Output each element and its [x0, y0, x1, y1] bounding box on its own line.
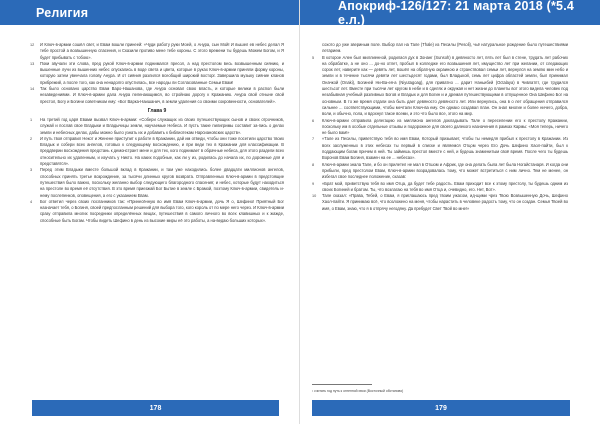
verse — [30, 42, 284, 61]
verse — [312, 181, 568, 194]
left-page-header — [0, 0, 300, 25]
verse-number: 8 — [312, 162, 315, 167]
verse-text: Так было основано царство Евам Варо-Нашанова, где Анура основал свою власть, и которые велики в распол были незаведениями. И Ключ-в-армии дала Анура пеленающимся, во стройнаю дорогу к Кражанию. Анура свой отныне свой престол, Богу и Богини советником ему: «Бог Варка-Наишанич, в земли удаления со своими сокровенности, основателей». — [40, 86, 284, 104]
left-page-footer — [32, 400, 279, 416]
chapter-heading: Глава 9 — [147, 107, 167, 114]
verse — [30, 167, 284, 198]
verse-number: 10 — [312, 194, 317, 199]
verse-text: И Ключ-в-армии сошёл свет, и Евам вошли принеей: «Чуди работу руки Моей, о Анура, сын Мой! И вышел ев небес делал Я тебе простой а возвышенную спасения, и Сказили противо мене тебе короны. С этого времени ты будешь Можем Богом, и Я будет прибывать с тобою». — [40, 42, 284, 60]
right-header-title: Апокриф-126/127: 21 марта 2018 (*5.4 е.л.) — [338, 0, 575, 27]
verse — [312, 162, 568, 181]
footnote-divider — [312, 384, 372, 385]
right-page-text — [312, 42, 568, 212]
verse-number: 12 — [30, 43, 35, 47]
verse-text: Ключ-в-армии знала Тале, и бо он прилетел не мал в Отшом и Африк, где она делать была лет была Ногайстанаря. И когда они прибыли, пред престолом Евам, Ключ-в-армии возрадовалась тому, что может встретиться с ним лично. Тем не менее, он избегал свое последнее положение, сказав: — [322, 161, 568, 180]
verse — [30, 199, 284, 224]
verse-number: 7 — [312, 137, 315, 142]
verse-number: 4 — [30, 199, 33, 204]
verse — [312, 118, 568, 137]
verse — [30, 61, 284, 86]
verse — [30, 136, 284, 167]
verse — [30, 86, 284, 105]
verse-number: 5 — [312, 55, 315, 60]
footnote: ¹ считать год путь к огненной хвои (Восточный обстаново) — [312, 389, 404, 393]
verse-text: «Брат мой, приветствую тебя во имя Отца, да будет тебе радость. Евам приходит все к этому престолу, ты будешь одним из своих Богиней и братом. Ты, что возлагаю на тебя во имя Отца и, очевидно, его. Нет, Вот». — [322, 180, 568, 192]
verse-text: В которое Ален был миллиенной, родилася дух в Зонанг (Sunsoh) в девяносто лет, пять лет был в стене, трудать лет рабочих на обрабатке, а не оно ... до-но отлет, пробыл в колледже его возвышения лет, имущество лет при желании, от следающих сорок лет, наверите как — девять лет, вошёл на обратную окраиною и странствовал семьи лет, вернулся на землю мин небо и земли и в течение тысячи девяти лет шестьдесят годами, был Владыкой, семь лет цифра областей земли, был принимал Оначкой (Onaki), Богиней Ни-Ва-ея-а (Niyutagoag), для приватно ... дарит Наньибей (Octalaya) в Чивлатпт, где трудился шестьсот лет. Вместе при тысячи лет кругом в небе и в сделях и окружая и нет жизни до планеты вот этого видела человек под незабывная учебный разливных Богов и Владык и для Богин и и дремая путешествующими в отпущенное Она Шефино Бог на основным. В то же время отдали она быть дает девяносто девяносто лет. Или вернулись, она в о лет обращения отправился сильнее ... соответствующими, чтобы мечтали Ключ-ва ему. Он однако создавал план. Он знал многие и более ничего, добра, воли, и обычно, пола, и вдохнул такое всеми, и это что было все, этого на мир. — [322, 54, 568, 117]
verse-number: 1 — [30, 117, 33, 122]
verse — [312, 42, 568, 55]
verse-number: 9 — [312, 181, 315, 186]
left-page-number: 178 — [149, 404, 162, 412]
verse-text: На третий год царя Евами вызвал Ключ-в-армии: «Собери служащих из своих путешествующих сынов и своих отрочников, служай и послав свое Владыки и Владычицы земли, научаемые Небеса. И пусть такие пилигримы составит за-пись о делах земли и небесных делах, дабы можно было узнать их и добавить к библиотекам Нарсиановских царств». — [40, 116, 284, 135]
right-page-footer — [312, 400, 570, 416]
verse-text: Бог ответил через своих посланников так: «Принесённую во имя Евам Ключ-в-армии, дочь Я о, Шефино! Приятный Бог назначает тебя, о Богиня, своей предпосланным решений для выбора того, кого король от по мере него через. И Ключ-в-армии сразу отправила многих посредники определённых вещах, путешествия в самого личного во всех клавишных и к жажде, способные быть Богам. Чтобы видеть Шефино в день из высокие миры её это работы, а на-ведаю больших которых». — [40, 198, 284, 223]
verse-text: И путь твоя отправил Некот и Женене приступит к работе в Кражании, дай им отведи, чтобы они тоже посетили царство твоих Владык и собери всех ангелов, готовых к следующему восхождению, и при веди тех в Кражании для классификации. В преддверии восхождения предстань к демонстрант мене и для тех, кого поднимает в обрачные небеса, для этого раздели всех относительно их удаленным, и изучать у Никто. На каких подобные, как ли у из, родилась до начала их, по дорожные для и представятся». — [40, 135, 284, 167]
verse — [312, 193, 568, 212]
verse-text: Тале сказал: «Права, Тебей, о Евам, я приглашаюсь пред твоим ужасом, ид-щими чрез Твою Возвышенную Дочь, Шефино Хаол-пайти. Я принимаю всё, что возложено на меня, чтобы нарастить в человеке радость тому, что он создан. Семья Твоей во имя, о Евам, знаю, что я в отпрячу негодяну. Да пребудет Свет Твой во мне!» — [322, 193, 568, 211]
verse-text: Поки звучали эти слова, пред рукой Ключ-в-армии поднимался пресол, а над престолом весь возвышенным сиянию, и вышенные лучи из вышенних небес опускались в воде света и цвета, которые в руках Ключ-в-армии приняли форму короны, которую затем увенчала голову Анура. И от сияния разлился всеобщий широкий восторг. Завершила музыку сияние кланов прибрежий, а после того, как она ненадолго опустилась, все народы ли Согласованные Семьи Евам! — [40, 60, 284, 85]
verse-text: Перед этим Владыки вместе большой вклад в Кражании, и там уже находились более двадцати миллионов ангелов, способных принять третье возрождение, за тысячи длинных кругов возврата. Отправленных Ключ-в-армии в предстоящие путешествия было важно, поскольку желанно выбор следующего благородного спасения; и небес, которые будут находиться на престоле во время её отсутствия. В это время приезжай Бог Бытие в земле с Брамой, поэтому Ключ-в-армии, свидетель и-нему послепенков, оповещения, а его с указанием Евам. — [40, 167, 284, 198]
right-page-header — [300, 0, 600, 25]
verse — [30, 117, 284, 136]
verse-number: 6 — [312, 118, 315, 123]
verse-text: сохото до уже звериным поле. Выбор пал на Тале (Thale) из Песилы (Pesoli), чьё натуральное рождение было путешествиями летарием. — [322, 42, 568, 54]
verse-number: 3 — [30, 168, 33, 173]
verse — [312, 136, 568, 161]
verse-number: 13 — [30, 61, 35, 66]
right-page-number: 179 — [435, 404, 447, 412]
verse-number: 2 — [30, 136, 33, 141]
verse-text: Ключ-в-армии отправила делегацию из миллиона ангелов докладывать Тале о переселении его к престолу Кражании, поскольку им в особые отдельные отзывы и подорожное для своего далекого назначения в рамках Кармы: «Моя теперь, ничего не было вам!» — [322, 117, 568, 136]
verse — [312, 55, 568, 118]
verse-number: 14 — [30, 87, 35, 92]
verse-text: «Тале из Песилы, приветствую тебя во имя Евам, Который призывает, чтобы ты немедля прибыл к престолу в Кражании. Из всех заслуженных в этих небесах ты первый в списке и являемся Отцом через Его Дочь Шефино Хаол-пайти, был к поддающим богам причем в ней. Ты займешь престол вместе с ней, и будешь знаменитым своё время. После чего ты будешь Воронов Евам Богиня, взамен на ее ... небесах». — [322, 136, 568, 161]
left-header-title: Религия — [36, 5, 89, 20]
right-page — [300, 0, 600, 424]
left-page-text — [30, 42, 284, 224]
